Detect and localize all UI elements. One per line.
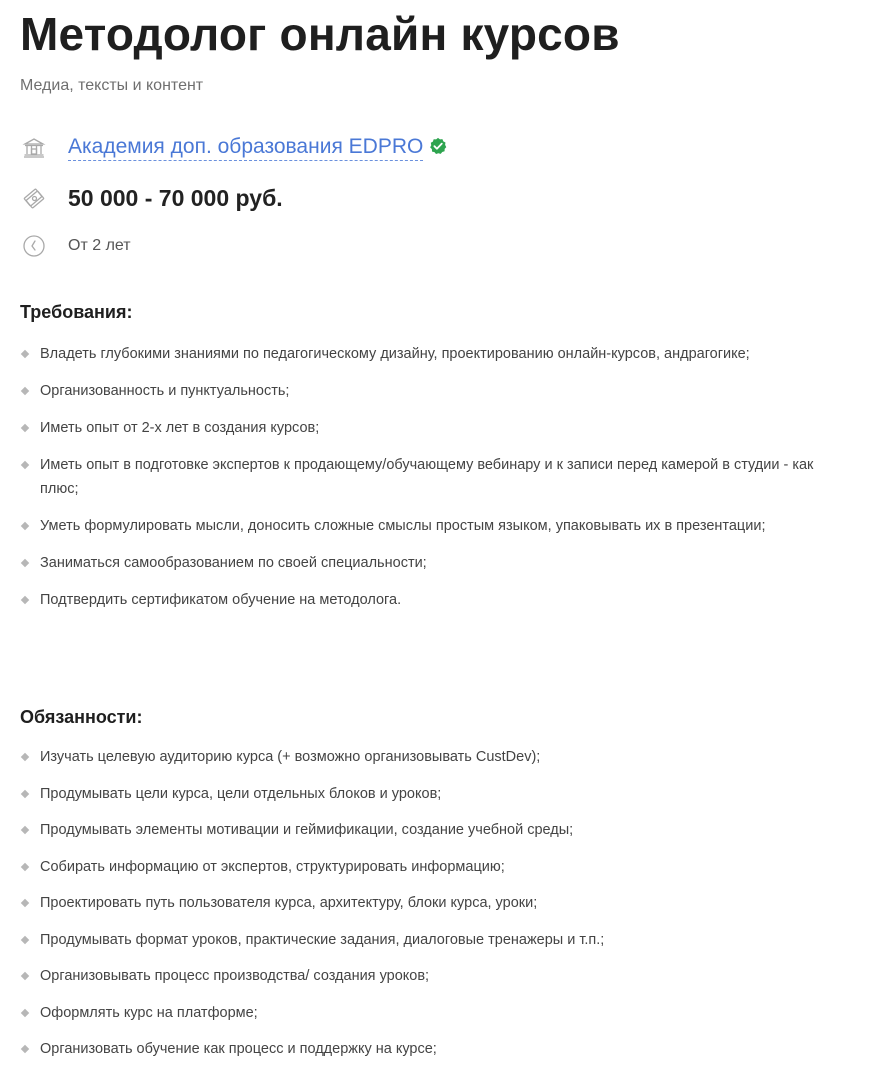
list-item: Уметь формулировать мысли, доносить сложные смыслы простым языком, упаковывать их в презентации;: [20, 514, 840, 538]
building-icon: [20, 134, 48, 162]
bullet-diamond-icon: [21, 935, 29, 943]
duties-list: [20, 745, 840, 1074]
list-item: Подтвердить сертификатом обучение на методолога.: [20, 588, 840, 612]
bullet-diamond-icon: [21, 424, 29, 432]
list-item: Организованность и пунктуальность;: [20, 379, 840, 403]
bullet-diamond-icon: [21, 522, 29, 530]
list-item: Проектировать путь пользователя курса, архитектуру, блоки курса, уроки;: [20, 891, 840, 915]
list-item: Оформлять курс на платформе;: [20, 1001, 840, 1025]
money-icon: [20, 184, 48, 212]
experience-row: [20, 232, 131, 260]
clock-icon: [20, 232, 48, 260]
list-item: Изучать целевую аудиторию курса (+ возможно организовывать CustDev);: [20, 745, 840, 769]
bullet-diamond-icon: [21, 899, 29, 907]
list-item: Продумывать цели курса, цели отдельных блоков и уроков;: [20, 782, 840, 806]
salary-row: [20, 184, 283, 212]
duties-heading: Обязанности:: [20, 707, 143, 727]
bullet-diamond-icon: [21, 461, 29, 469]
bullet-diamond-icon: [21, 789, 29, 797]
bullet-diamond-icon: [21, 387, 29, 395]
bullet-diamond-icon: [21, 862, 29, 870]
list-item: Иметь опыт в подготовке экспертов к продающему/обучающему вебинару и к записи перед камерой в студии - как плюс;: [20, 453, 840, 501]
vacancy-category: Медиа, тексты и контент: [20, 77, 204, 94]
list-item: Организовывать процесс производства/ создания уроков;: [20, 964, 840, 988]
list-item: Продумывать элементы мотивации и геймификации, создание учебной среды;: [20, 818, 840, 842]
company-row: [20, 134, 447, 162]
bullet-diamond-icon: [21, 596, 29, 604]
list-item: Иметь опыт от 2-х лет в создания курсов;: [20, 416, 840, 440]
bullet-diamond-icon: [21, 753, 29, 761]
list-item: Продумывать формат уроков, практические задания, диалоговые тренажеры и т.п.;: [20, 928, 840, 952]
vacancy-title: Методолог онлайн курсов: [20, 8, 620, 60]
bullet-diamond-icon: [21, 350, 29, 358]
list-item: Собирать информацию от экспертов, структурировать информацию;: [20, 855, 840, 879]
company-link[interactable]: Академия доп. образования EDPRO: [68, 135, 423, 161]
bullet-diamond-icon: [21, 972, 29, 980]
bullet-diamond-icon: [21, 1008, 29, 1016]
list-item: Заниматься самообразованием по своей специальности;: [20, 551, 840, 575]
bullet-diamond-icon: [21, 1045, 29, 1053]
verified-check-icon: [429, 137, 447, 155]
requirements-list: [20, 342, 840, 625]
requirements-heading: Требования:: [20, 302, 133, 322]
list-item: Владеть глубокими знаниями по педагогическому дизайну, проектированию онлайн-курсов, андрагогике;: [20, 342, 840, 366]
experience-value: От 2 лет: [68, 237, 131, 254]
bullet-diamond-icon: [21, 826, 29, 834]
bullet-diamond-icon: [21, 559, 29, 567]
list-item: Организовать обучение как процесс и поддержку на курсе;: [20, 1037, 840, 1061]
salary-value: 50 000 - 70 000 руб.: [68, 185, 283, 211]
